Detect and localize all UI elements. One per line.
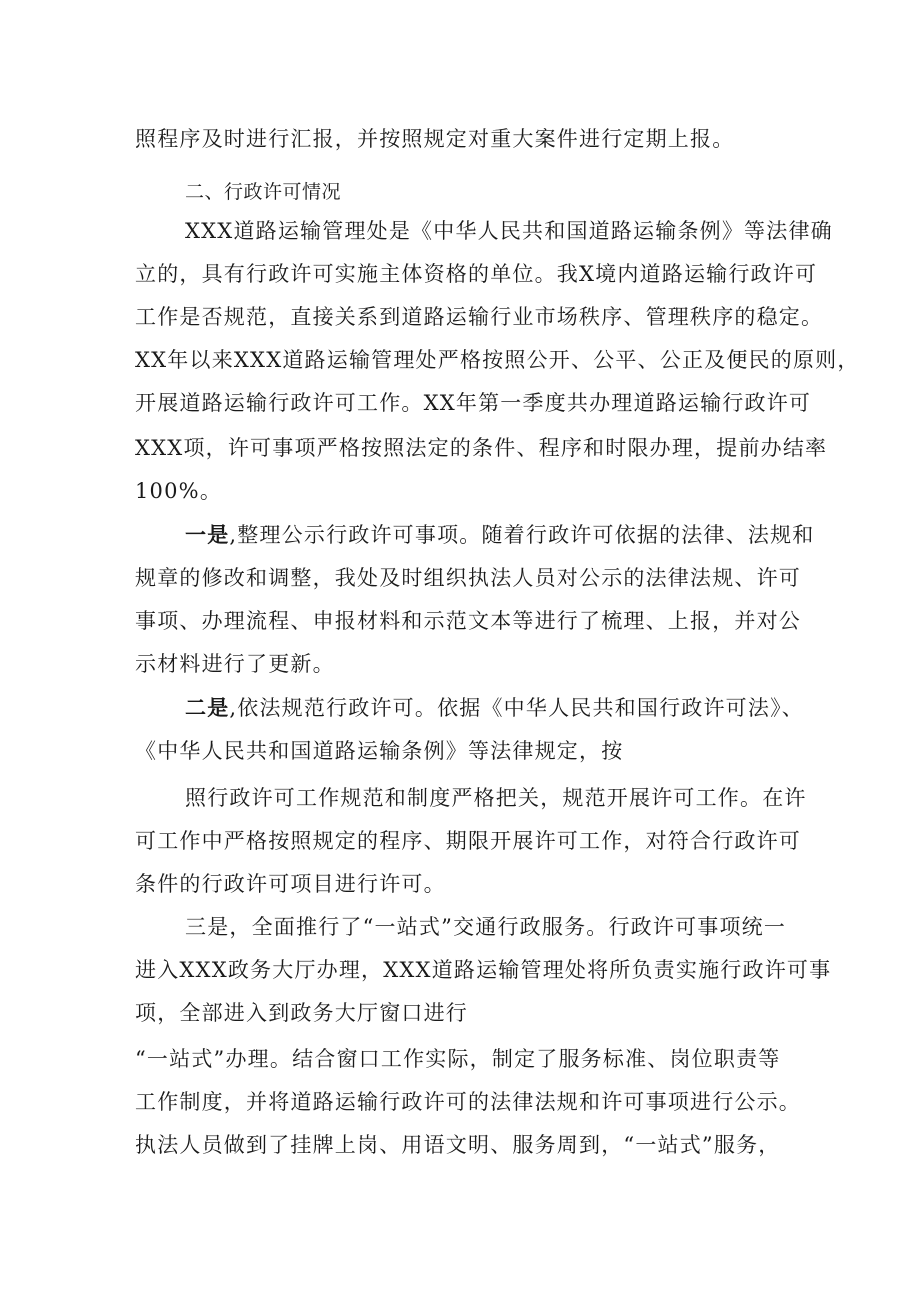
paragraph-line: 事项、办理流程、申报材料和示范文本等进行了梳理、上报，并对公 <box>135 609 801 633</box>
paragraph-line: 照程序及时进行汇报，并按照规定对重大案件进行定期上报。 <box>135 127 735 151</box>
paragraph-line: 执法人员做到了挂牌上岗、用语文明、服务周到，“一站式”服务， <box>135 1133 781 1157</box>
paragraph-line: 项，全部进入到政务大厅窗口进行 <box>135 1001 468 1025</box>
paragraph-line: 工作是否规范，直接关系到道路运输行业市场秩序、管理秩序的稳定。 <box>135 305 824 329</box>
paragraph-line: 示材料进行了更新。 <box>135 652 335 676</box>
lead-in-text: ,整理公示行政许可事项。随着行政许可依据的法律、法规和 <box>229 523 815 547</box>
paragraph-line: 条件的行政许可项目进行许可。 <box>135 872 446 896</box>
lead-in-label: 一是 <box>185 523 230 547</box>
paragraph-line: 三是，全面推行了“一站式”交通行政服务。行政许可事项统一 <box>185 915 787 939</box>
lead-in-text: ,依法规范行政许可。依据《中华人民共和国行政许可法》、 <box>229 696 804 720</box>
paragraph-line: 《中华人民共和国道路运输条例》等法律规定，按 <box>135 739 624 763</box>
paragraph-line: 照行政许可工作规范和制度严格把关，规范开展许可工作。在许 <box>185 786 807 810</box>
paragraph-line <box>185 693 804 723</box>
paragraph-line: XXX道路运输管理处是《中华人民共和国道路运输条例》等法律确 <box>185 219 833 243</box>
paragraph-line: 可工作中严格按照规定的程序、期限开展许可工作，对符合行政许可 <box>135 829 801 853</box>
paragraph-line <box>185 520 814 550</box>
paragraph-line: 100%。 <box>135 479 223 503</box>
lead-in-label: 二是 <box>185 696 230 720</box>
section-heading: 二、行政许可情况 <box>185 181 342 203</box>
paragraph-line: 立的，具有行政许可实施主体资格的单位。我X境内道路运输行政许可 <box>135 262 818 286</box>
paragraph-line: XXX项，许可事项严格按照法定的条件、程序和时限办理，提前办结率 <box>135 436 828 460</box>
paragraph-line: 规章的修改和调整，我处及时组织执法人员对公示的法律法规、许可 <box>135 566 801 590</box>
paragraph-line: 进入XXX政务大厅办理，XXX道路运输管理处将所负责实施行政许可事 <box>135 958 832 982</box>
paragraph-line: XX年以来XXX道路运输管理处严格按照公开、公平、公正及便民的原则， <box>135 348 860 372</box>
paragraph-line: 开展道路运输行政许可工作。XX年第一季度共办理道路运输行政许可 <box>135 391 812 415</box>
paragraph-line: “一站式”办理。结合窗口工作实际，制定了服务标准、岗位职责等 <box>135 1047 781 1071</box>
paragraph-line: 工作制度，并将道路运输行政许可的法律法规和许可事项进行公示。 <box>135 1090 801 1114</box>
